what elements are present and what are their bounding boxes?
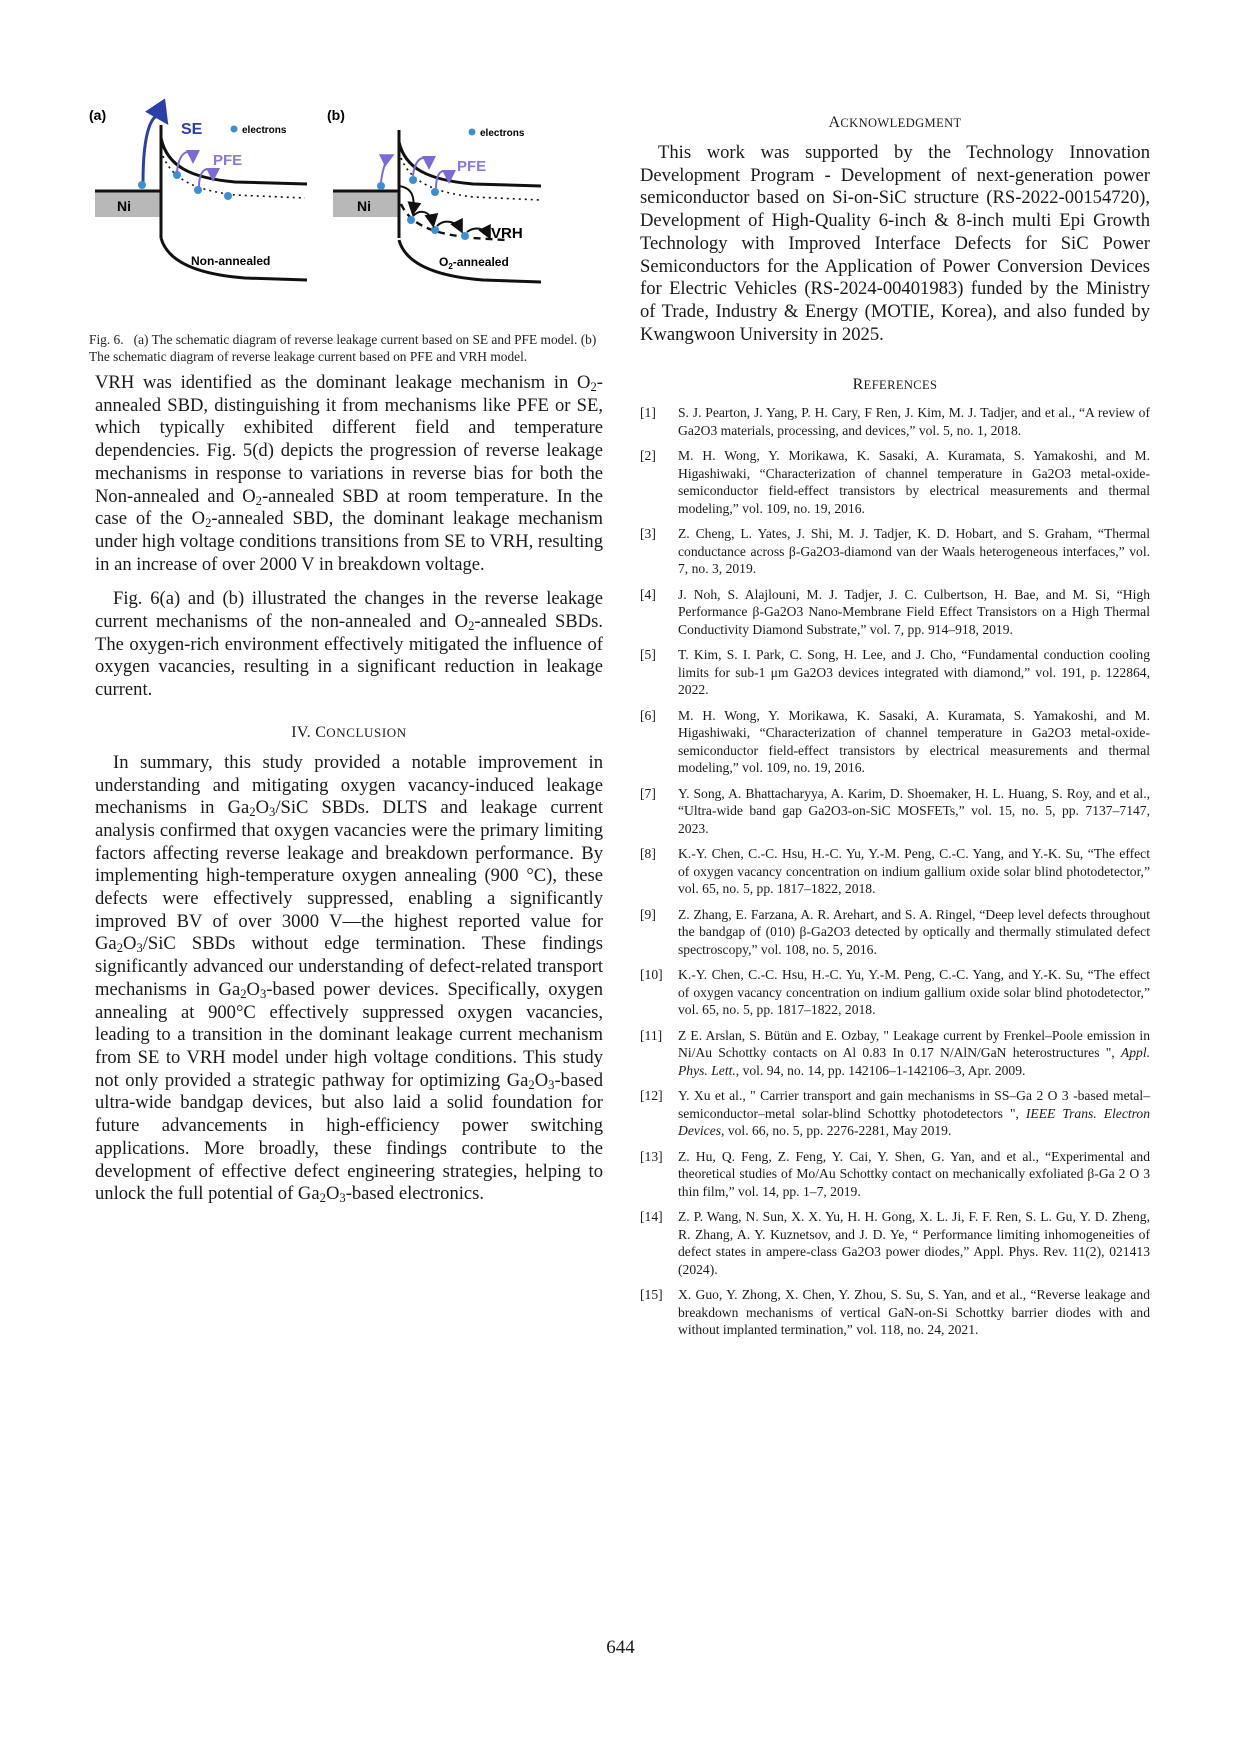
non-annealed-label: Non-annealed	[191, 254, 271, 268]
conclusion-heading: IV. CONCLUSION	[291, 723, 407, 741]
electron-icon	[431, 226, 439, 234]
page-number: 644	[606, 1637, 635, 1658]
reference-item	[640, 1027, 1150, 1080]
reference-text: J. Noh, S. Alajlouni, M. J. Tadjer, J. C. Culbertson, H. Bae, and M. Si, “High Performance β-Ga2O3 Nano-Membrane Field Effect Transistors on a High Thermal Conductivity Diamond Substrate,” vol. 7, pp. 914–918, 2019.	[678, 586, 1150, 637]
injection-arrow	[381, 156, 391, 182]
reference-number: [5]	[640, 647, 656, 663]
reference-text: Z. Hu, Q. Feng, Z. Feng, Y. Cai, Y. Shen, G. Yan, and et al., “Experimental and theoretical studies of Mo/Au Schottky contact on mechanically exfoliated β-Ga 2 O 3 thin film,” vol. 14, pp. 1–7, 2019.	[678, 1148, 1150, 1199]
reference-text: Z. Cheng, L. Yates, J. Shi, M. J. Tadjer, K. D. Hobart, and S. Graham, “Thermal conductance across β-Ga2O3-diamond van der Waals heterogeneous interfaces,” vol. 7, no. 3, 2019.	[678, 526, 1150, 577]
reference-item	[640, 1208, 1150, 1278]
band-diagram-figure	[89, 107, 603, 318]
reference-text: Y. Song, A. Bhattacharyya, A. Karim, D. Shoemaker, H. L. Huang, S. Roy, and et al., “Ultra-wide band gap Ga2O3-on-SiC MOSFETs,” vol. 15, no. 5, pp. 7137–7147, 2023.	[678, 785, 1150, 836]
paragraph-conclusion: In summary, this study provided a notable improvement in understanding and mitigating oxygen vacancy-induced leakage mechanisms in $Ga_2O_3$/SiC SBDs. DLTS and leakage current analysis confirmed that oxygen vacancies were the primary limiting factors affecting reverse leakage and breakdown performance. By implementing high-temperature oxygen annealing (900 °C), these defects were effectively suppressed, enabling a significantly improved BV of over 3000 V—the highest reported value for $Ga_2O_3$/SiC SBDs without edge termination. These findings significantly advanced our understanding of defect-related transport mechanisms in $Ga_2O_3$-based power devices. Specifically, oxygen annealing at 900°C effectively suppressed oxygen vacancies, leading to a transition in the dominant leakage current mechanism from SE to VRH model under high voltage conditions. This study not only provided a strategic pathway for optimizing $Ga_2O_3$-based ultra-wide bandgap devices, but also laid a solid foundation for future advancements in high-efficiency power switching applications. More broadly, these findings contribute to the development of effective defect engineering strategies, helping to unlock the full potential of $Ga_2O_3$-based electronics.	[95, 751, 604, 1206]
reference-text: Y. Xu et al., " Carrier transport and gain mechanisms in SS–Ga 2 O 3 -based metal–semiconductor–metal solar-blind Schottky photodetectors ",	[678, 1088, 1150, 1121]
reference-text: T. Kim, S. I. Park, C. Song, H. Lee, and J. Cho, “Fundamental conduction cooling limits for sub-1 μm Ga2O3 devices integrated with diamond,” vol. 191, p. 122864, 2022.	[678, 647, 1150, 698]
reference-number: [14]	[640, 1209, 663, 1225]
reference-number: [1]	[640, 405, 656, 421]
o2-annealed-label: $O_2$-annealed	[439, 255, 509, 271]
panel-a-label: (a)	[89, 107, 107, 123]
electron-icon	[138, 181, 146, 189]
pfe-label: PFE	[457, 158, 487, 175]
tunnel-arrow	[399, 186, 414, 212]
vrh-hop-arrow	[437, 222, 461, 230]
reference-number: [13]	[640, 1148, 663, 1164]
reference-text: M. H. Wong, Y. Morikawa, K. Sasaki, A. Kuramata, S. Yamakoshi, and M. Higashiwaki, “Characterization of channel temperature in Ga2O3 metal-oxide-semiconductor field-effect transistors by electrical measurements and thermal modeling,” vol. 109, no. 19, 2016.	[678, 707, 1150, 776]
reference-item	[640, 525, 1150, 578]
reference-number: [2]	[640, 448, 656, 464]
ni-label: Ni	[117, 198, 131, 214]
reference-text: Z. Zhang, E. Farzana, A. R. Arehart, and S. A. Ringel, “Deep level defects throughout the bandgap of (010) β-Ga2O3 detected by optically and thermally stimulated defect spectroscopy,” vol. 108, no. 5, 2016.	[678, 906, 1150, 957]
reference-text: Z E. Arslan, S. Bütün and E. Ozbay, " Leakage current by Frenkel–Poole emission in Ni/Au Schottky contacts on Al 0.83 In 0.17 N/AlN/GaN heterostructures ",	[678, 1027, 1150, 1061]
reference-item	[640, 906, 1150, 959]
reference-list	[640, 404, 1150, 1339]
vrh-label: VRH	[491, 225, 523, 242]
reference-text: IEEE Trans. Electron Devices	[678, 1105, 1151, 1139]
reference-item	[640, 447, 1150, 517]
reference-text: K.-Y. Chen, C.-C. Hsu, H.-C. Yu, Y.-M. Peng, C.-C. Yang, and Y.-K. Su, “The effect of oxygen vacancy concentration on indium gallium oxide solar blind photodetector,” vol. 65, no. 5, pp. 1817–1822, 2018.	[678, 846, 1150, 897]
electron-icon	[194, 186, 202, 194]
reference-number: [15]	[640, 1287, 663, 1303]
paragraph-vrh: VRH was identified as the dominant leakage mechanism in $O_2$-annealed SBD, distinguishing it from mechanisms like PFE or SE, which typically exhibited different field and temperature dependencies. Fig. 5(d) depicts the progression of reverse leakage mechanisms in response to variations in reverse bias for both the Non-annealed and $O_2$-annealed SBD at room temperature. In the case of the $O_2$-annealed SBD, the dominant leakage mechanism under high voltage conditions transitions from SE to VRH, resulting in an increase of over 2000 V in breakdown voltage.	[95, 372, 603, 575]
reference-item	[640, 404, 1150, 439]
reference-item	[640, 845, 1150, 898]
left-column	[89, 107, 604, 1206]
electron-icon	[409, 176, 417, 184]
electron-icon	[377, 182, 385, 190]
se-label: SE	[181, 121, 203, 138]
vrh-hop-arrow	[413, 212, 433, 224]
reference-item	[640, 785, 1150, 838]
legend-electrons-label: electrons	[480, 128, 525, 139]
legend-electron-icon	[469, 129, 476, 136]
vrh-hop-arrow	[467, 229, 489, 236]
reference-text: Z. P. Wang, N. Sun, X. X. Yu, H. H. Gong, X. L. Ji, F. F. Ren, S. L. Gu, Y. D. Zheng, R. Zhang, A. Y. Kuznetsov, and J. D. Ye, “ Performance limiting inhomogeneities of defect states in ampere-class Ga2O3 power diodes,” Appl. Phys. Rev. 11(2), 021413 (2024).	[678, 1209, 1150, 1277]
figure-caption: Fig. 6. (a) The schematic diagram of reverse leakage current based on SE and PFE model. (b) The schematic diagram of reverse leakage current based on PFE and VRH model.	[89, 332, 597, 364]
ni-label: Ni	[357, 198, 371, 214]
reference-number: [4]	[640, 586, 656, 602]
paragraph-fig6: Fig. 6(a) and (b) illustrated the changes in the reverse leakage current mechanisms of the non-annealed and $O_2$-annealed SBDs. The oxygen-rich environment effectively mitigated the influence of oxygen vacancies, resulting in a significant reduction in leakage current.	[95, 588, 603, 701]
reference-item	[640, 1087, 1150, 1140]
reference-item	[640, 707, 1150, 777]
electron-icon	[173, 171, 181, 179]
legend-electrons-label: electrons	[242, 125, 287, 136]
panel-b-label: (b)	[327, 107, 345, 123]
reference-number: [6]	[640, 707, 656, 723]
pfe-label: PFE	[213, 152, 243, 169]
acknowledgment-heading: ACKNOWLEDGMENT	[828, 114, 962, 131]
electron-icon	[431, 188, 439, 196]
reference-item	[640, 646, 1150, 699]
reference-text: K.-Y. Chen, C.-C. Hsu, H.-C. Yu, Y.-M. Peng, C.-C. Yang, and Y.-K. Su, “The effect of oxygen vacancy concentration on indium gallium oxide solar blind photodetector,” vol. 65, no. 5, pp. 1817–1822, 2018.	[678, 967, 1150, 1018]
reference-item	[640, 1148, 1150, 1201]
reference-text: M. H. Wong, Y. Morikawa, K. Sasaki, A. Kuramata, S. Yamakoshi, and M. Higashiwaki, “Characterization of channel temperature in Ga2O3 metal-oxide-semiconductor field-effect transistors by electrical measurements and thermal modeling,” vol. 109, no. 19, 2016.	[678, 448, 1150, 516]
reference-text: X. Guo, Y. Zhong, X. Chen, Y. Zhou, S. Su, S. Yan, and et al., “Reverse leakage and breakdown mechanisms of vertical GaN-on-Si Schottky barrier diodes with and without implanted termination,” vol. 118, no. 24, 2021.	[678, 1287, 1150, 1338]
reference-number: [10]	[640, 967, 663, 983]
references-heading: REFERENCES	[852, 376, 938, 394]
reference-number: [8]	[640, 846, 656, 862]
figure-6	[89, 107, 603, 364]
reference-text: , vol. 94, no. 14, pp. 142106–1-142106–3, Apr. 2009.	[735, 1062, 1026, 1078]
electron-icon	[407, 216, 415, 224]
reference-text: , vol. 66, no. 5, pp. 2276-2281, May 2019.	[721, 1123, 952, 1139]
right-column	[640, 114, 1150, 1347]
reference-text: Appl. Phys. Lett.	[678, 1045, 1150, 1078]
legend-electron-icon	[231, 126, 238, 133]
panel-a	[89, 107, 307, 280]
reference-item	[640, 1286, 1150, 1339]
electron-icon	[224, 192, 232, 200]
reference-number: [11]	[640, 1027, 663, 1043]
reference-number: [12]	[640, 1088, 663, 1104]
reference-number: [3]	[640, 526, 656, 542]
panel-b	[327, 107, 541, 282]
reference-number: [9]	[640, 906, 656, 922]
reference-item	[640, 966, 1150, 1019]
reference-text: S. J. Pearton, J. Yang, P. H. Cary, F Ren, J. Kim, M. J. Tadjer, and et al., “A review of Ga2O3 materials, processing, and devices,” vol. 5, no. 1, 2018.	[678, 405, 1150, 438]
electron-icon	[461, 232, 469, 240]
reference-item	[640, 586, 1150, 639]
acknowledgment-text: This work was supported by the Technology Innovation Development Program - Development of next-generation power semiconductor based on Si-on-SiC structure (RS-2022-00154720), Development of High-Quality 6-inch & 8-inch multi Epi Growth Technology with Improved Interface Defects for SiC Power Semiconductors for the Application of Power Conversion Devices for Electric Vehicles (RS-2024-00401983) funded by the Ministry of Trade, Industry & Energy (MOTIE, Korea), and also funded by Kwangwoon University in 2025.	[640, 142, 1150, 345]
reference-number: [7]	[640, 785, 656, 801]
